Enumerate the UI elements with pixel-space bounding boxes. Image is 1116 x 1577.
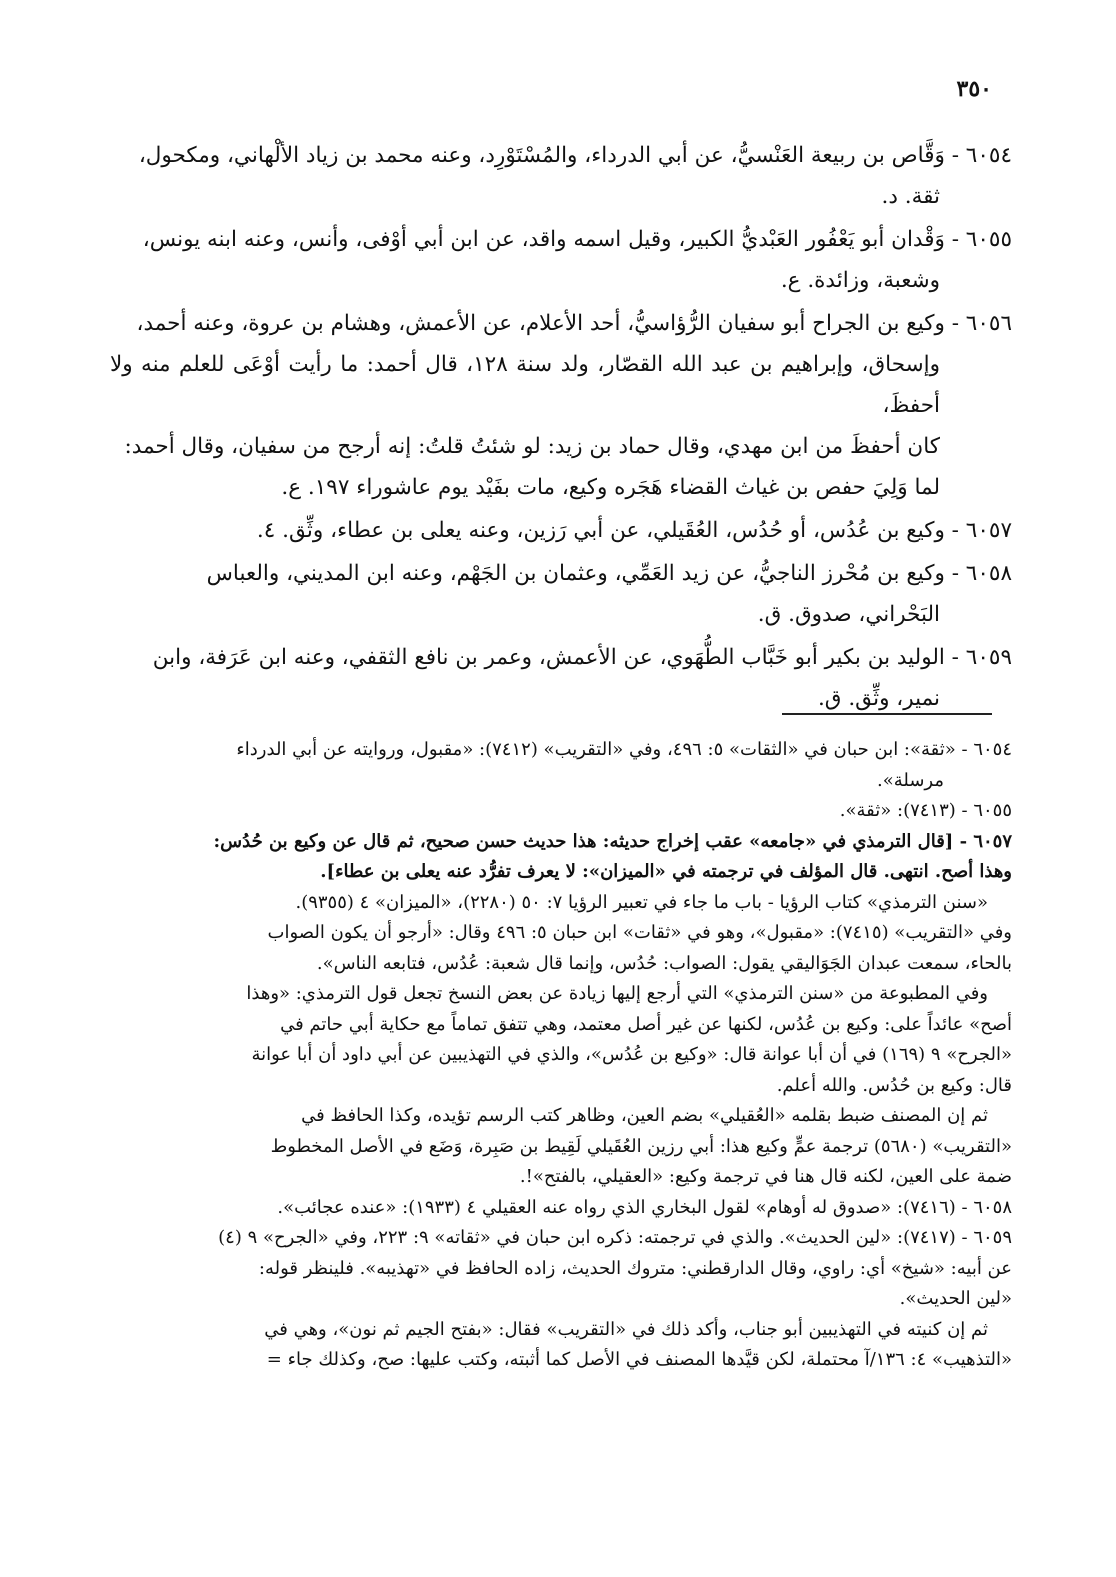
entry-line: ٦٠٥٧ - وكيع بن عُدُس، أو حُدُس، العُقَيلي، عن أبي رَزين، وعنه يعلى بن عطاء، وثِّق. ٤. (256, 518, 1012, 543)
footnote-line: «التقريب» (٥٦٨٠) ترجمة عمٍّ وكيع هذا: أبي رزين العُقَيلي لَقِيط بن صَبِرة، وَضَع في الأصل المخطوط (270, 1135, 1012, 1157)
footnote-line: بالحاء، سمعت عبدان الجَوَاليقي يقول: الصواب: حُدُس، وإنما قال شعبة: عُدُس، فتابعه الناس». (316, 952, 1012, 974)
entry-6058 (110, 553, 1012, 635)
entry-line: البَحْراني، صدوق. ق. (757, 602, 940, 627)
footnote-line: «الجرح» ٩ (١٦٩) في أن أبا عوانة قال: «وكيع بن عُدُس»، والذي في التهذيبين عن أبي داود أن أبا عوانة (251, 1044, 1012, 1065)
footnote-line: أصح» عائداً على: وكيع بن عُدُس، لكنها عن غير أصل معتمد، وهي تتفق تماماً مع حكاية أبي حاتم في (280, 1013, 1012, 1035)
footnote-line: ثم إن كنيته في التهذيبين أبو جناب، وأكد ذلك في «التقريب» فقال: «بفتح الجيم ثم نون»، وهي في (264, 1318, 988, 1340)
footnote-line: ٦٠٥٤ - «ثقة»: ابن حبان في «الثقات» ٥: ٤٩٦، وفي «التقريب» (٧٤١٢): «مقبول، وروايته عن أبي الدرداء (236, 739, 1012, 760)
entry-line: ٦٠٥٤ - وَقَّاص بن ربيعة العَنْسيُّ، عن أبي الدرداء، والمُسْتَوْرِد، وعنه محمد بن زياد الألْهاني، ومكحول، (138, 143, 1012, 168)
footnote-line: وهذا أصح. انتهى. قال المؤلف في ترجمته في «الميزان»: لا يعرف تفرُّد عنه يعلى بن عطاء]. (320, 861, 1012, 882)
entry-6055 (110, 219, 1012, 301)
entry-line: ٦٠٥٥ - وَقْدان أبو يَعْفُور العَبْديُّ الكبير، وقيل اسمه واقد، عن ابن أبي أوْفى، وأنس، وعنه ابنه يونس، (142, 227, 1012, 252)
entry-line: ٦٠٥٩ - الوليد بن بكير أبو خَبَّاب الطُّهَوي، عن الأعمش، وعمر بن نافع الثقفي، وعنه ابن عَرَفة، وابن (152, 645, 1012, 670)
page-number: ٣٥٠ (956, 76, 992, 102)
footnote-line: ٦٠٥٧ - [قال الترمذي في «جامعه» عقب إخراج حديثه: هذا حديث حسن صحيح، ثم قال عن وكيع بن حُدُس: (213, 830, 1012, 852)
entry-line: وشعبة، وزائدة. ع. (780, 268, 940, 293)
footnote-line: ضمة على العين، لكنه قال هنا في ترجمة وكيع: «العقيلي، بالفتح»!. (519, 1166, 1012, 1187)
footnote-line: قال: وكيع بن حُدُس. والله أعلم. (776, 1074, 1012, 1096)
footnote-separator (782, 713, 992, 715)
footnote-line: ٦٠٥٥ - (٧٤١٣): «ثقة». (839, 800, 1012, 821)
entry-line: ٦٠٥٨ - وكيع بن مُحْرز الناجيُّ، عن زيد العَمِّي، وعثمان بن الجَهْم، وعنه ابن المديني، والعباس (206, 561, 1012, 586)
entry-line: ٦٠٥٦ - وكيع بن الجراح أبو سفيان الرُّؤاسيُّ، أحد الأعلام، عن الأعمش، وهشام بن عروة، وعنه أحمد، (136, 311, 1012, 336)
entry-6057 (110, 510, 1012, 551)
footnote-line: «التذهيب» ٤: ١٣٦/آ محتملة، لكن قيَّدها المصنف في الأصل كما أثبته، وكتب عليها: صح، وكذلك جاء = (266, 1349, 1012, 1370)
footnote-line: ثم إن المصنف ضبط بقلمه «العُقيلي» بضم العين، وظاهر كتب الرسم تؤيده، وكذا الحافظ في (301, 1105, 988, 1126)
footnote-line: وفي المطبوعة من «سنن الترمذي» التي أرجع إليها زيادة عن بعض النسخ تجعل قول الترمذي: «وهذا (246, 983, 988, 1004)
entry-line: ثقة. د. (881, 184, 940, 209)
entry-6054 (110, 135, 1012, 217)
entry-line: وإسحاق، وإبراهيم بن عبد الله القصّار، ولد سنة ١٢٨، قال أحمد: ما رأيت أوْعَى للعلم منه ولا أحفظَ، (110, 352, 940, 418)
footnote-line: «سنن الترمذي» كتاب الرؤيا - باب ما جاء في تعبير الرؤيا ٧: ٥٠ (٢٢٨٠)، «الميزان» ٤ (٩٣٥٥). (295, 891, 988, 913)
main-text (110, 135, 1012, 721)
footnote-line: عن أبيه: «شيخ» أي: راوي، وقال الدارقطني: متروك الحديث، زاده الحافظ في «تهذيبه». فلينظر قوله: (258, 1257, 1012, 1279)
entry-6059 (110, 637, 1012, 719)
footnote-line: ٦٠٥٩ - (٧٤١٧): «لين الحديث». والذي في ترجمته: ذكره ابن حبان في «ثقاته» ٩: ٢٢٣، وفي «الجرح» ٩ (٤) (218, 1227, 1012, 1248)
entry-6056 (110, 303, 1012, 508)
footnote-line: مرسلة». (877, 769, 944, 791)
footnote-line: «لين الحديث». (899, 1288, 1012, 1309)
footnote-line: ٦٠٥٨ - (٧٤١٦): «صدوق له أوهام» لقول البخاري الذي رواه عنه العقيلي ٤ (١٩٣٣): «عنده عجائب». (277, 1196, 1012, 1218)
entry-line: كان أحفظَ من ابن مهدي، وقال حماد بن زيد: لو شئتُ قلتُ: إنه أرجح من سفيان، وقال أحمد: (124, 434, 940, 459)
entry-line: نمير، وثِّق. ق. (817, 686, 940, 711)
footnotes (110, 735, 1012, 1376)
entry-line: لما وَلِيَ حفص بن غياث القضاء هَجَره وكيع، مات بفَيْد يوم عاشوراء ١٩٧. ع. (281, 475, 940, 500)
footnote-line: وفي «التقريب» (٧٤١٥): «مقبول»، وهو في «ثقات» ابن حبان ٥: ٤٩٦ وقال: «أرجو أن يكون الصواب (267, 922, 1012, 943)
